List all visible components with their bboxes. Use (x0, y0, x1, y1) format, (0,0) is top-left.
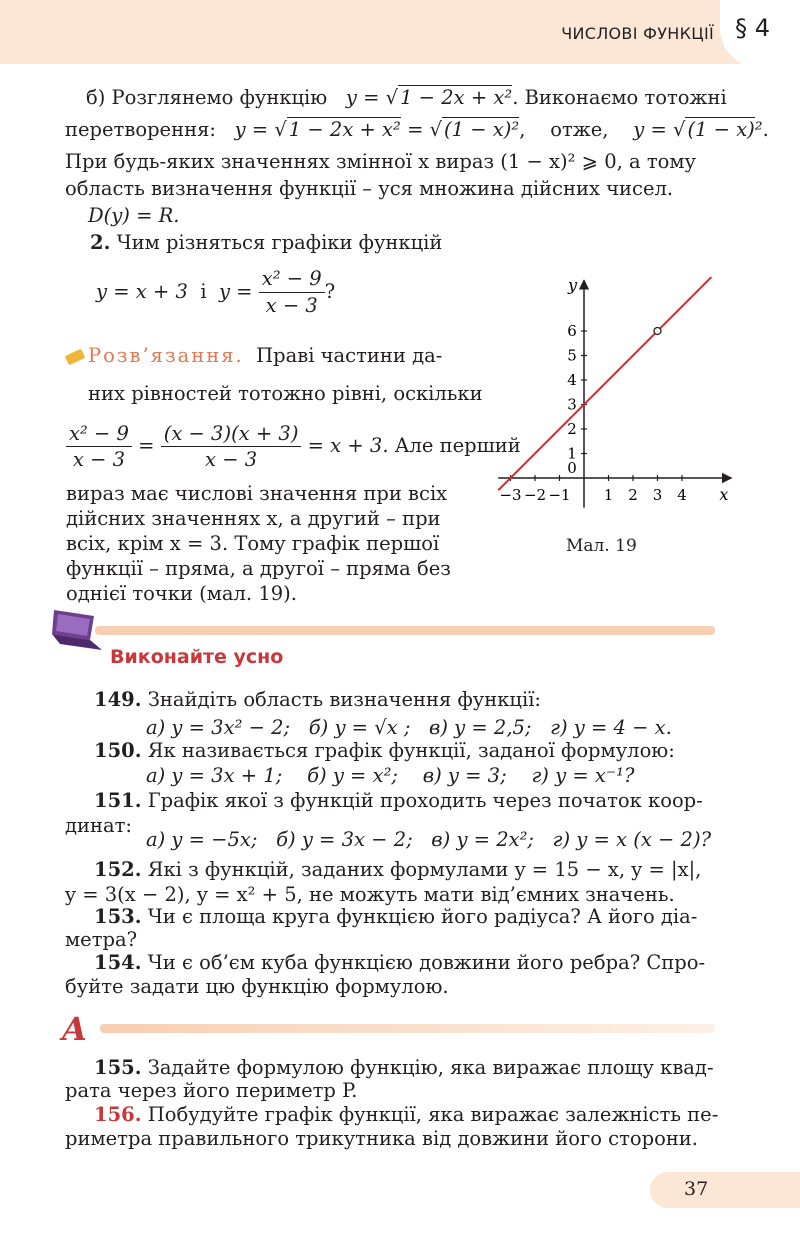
y-tick-label: 1 (567, 444, 577, 463)
part-b-line4: область визначення функції – уся множина дійсних чисел. (65, 177, 674, 200)
graph-hole-point (654, 328, 661, 335)
graph-figure-19 (480, 262, 740, 532)
solution-line7: функції – пряма, а другої – пряма без (66, 557, 451, 580)
x-tick-label: 0 (567, 459, 577, 477)
task-152: 152. Які з функцій, заданих формулами y = 15 − x, y = |x|, (94, 858, 702, 881)
header-title: ЧИСЛОВІ ФУНКЦІЇ (561, 24, 714, 43)
task-155: 155. Задайте формулою функцію, яка виражає площу квад- (94, 1056, 714, 1079)
x-tick-label: 3 (652, 486, 663, 504)
solution-line5: дійсних значеннях x, а другий – при (66, 507, 441, 530)
task-151-options: а) y = −5x; б) y = 3x − 2; в) y = 2x²; г) y = x (x − 2)? (146, 828, 712, 851)
task-156: 156. Побудуйте графік функції, яка виражає залежність пе- (94, 1103, 719, 1126)
solution-line1: Розв’язання. Праві частини да- (66, 342, 442, 370)
part-b-line2: перетворення: y = √ 1 − 2x + x² = √ (1 − x)², отже, y = √ (1 − x)². (65, 118, 769, 141)
x-tick-label: −2 (523, 486, 547, 504)
x-tick-label: 1 (603, 486, 614, 504)
task-151: 151. Графік якої з функцій проходить через початок коор- (94, 789, 703, 812)
graph-line-y-eq-x-plus-3 (498, 277, 711, 490)
figure-caption: Мал. 19 (566, 536, 637, 556)
x-tick-label: −3 (499, 486, 522, 504)
y-tick-label: 6 (567, 322, 577, 340)
x-axis-label: x (719, 485, 729, 504)
y-axis-label: y (568, 275, 578, 295)
task-156-cont: риметра правильного трикутника від довжини його сторони. (65, 1127, 699, 1150)
y-tick-label: 5 (567, 346, 577, 365)
task2-functions: y = x + 3 і y = $\frac{\text{x² − 9}}{x - 3}$ ? (96, 267, 336, 317)
task-150-options: а) y = 3x + 1; б) y = x²; в) y = 3; г) y = x⁻¹? (146, 764, 635, 787)
task-151-cont: динат: (65, 814, 132, 837)
section-divider-band (95, 626, 715, 635)
y-tick-label: 3 (567, 395, 577, 414)
task-149: 149. Знайдіть область визначення функції: (94, 688, 541, 711)
header-section: § 4 (735, 14, 770, 42)
task-152-cont: y = 3(x − 2), y = x² + 5, не можуть мати від’ємних значень. (65, 883, 675, 906)
level-a-band (100, 1024, 715, 1033)
part-b-line3: При будь-яких значеннях змінної x вираз (1 − x)² ⩾ 0, а тому (65, 150, 696, 173)
solution-line2: них рівностей тотожно рівні, оскільки (88, 382, 483, 405)
x-tick-label: 2 (628, 486, 638, 504)
task-149-options: а) y = 3x² − 2; б) y = √x ; в) y = 2,5; г) y = 4 − x. (146, 716, 672, 739)
solution-line4: вираз має числові значення при всіх (66, 482, 448, 505)
oral-section-title: Виконайте усно (110, 646, 284, 668)
y-tick-label: 2 (567, 420, 577, 438)
level-a-marker: A (62, 1010, 87, 1048)
solution-equation: $\frac{\text{x² − 9}}{x - 3}$ = $\frac{(x - 3)(x + 3)}{x - 3}$ = x + 3. Але перший (66, 418, 521, 474)
solution-line6: всіх, крім x = 3. Тому графік першої (66, 532, 440, 555)
part-b-line1: б) Розглянемо функцію y = √ 1 − 2x + x². Виконаємо тотожні (86, 86, 727, 109)
task2-question: 2. Чим різняться графіки функцій (90, 231, 443, 254)
x-tick-label: −1 (548, 486, 571, 504)
footer-band (650, 1172, 800, 1208)
task-153-cont: метра? (65, 928, 138, 951)
part-b-line5: D(y) = R. (88, 204, 180, 227)
laptop-icon (46, 606, 106, 656)
solution-line8: однієї точки (мал. 19). (66, 582, 297, 605)
task-154-cont: буйте задати цю функцію формулою. (65, 975, 449, 998)
y-tick-label: 4 (567, 371, 577, 389)
pencil-icon (65, 349, 86, 366)
page-number: 37 (684, 1178, 709, 1200)
task-154: 154. Чи є об’єм куба функцією довжини його ребра? Спро- (94, 951, 706, 974)
x-tick-label: 4 (677, 486, 687, 504)
task-155-cont: рата через його периметр P. (65, 1079, 358, 1102)
task-150: 150. Як називається графік функції, заданої формулою: (94, 739, 675, 762)
task-153: 153. Чи є площа круга функцією його радіуса? А його діа- (94, 905, 698, 928)
